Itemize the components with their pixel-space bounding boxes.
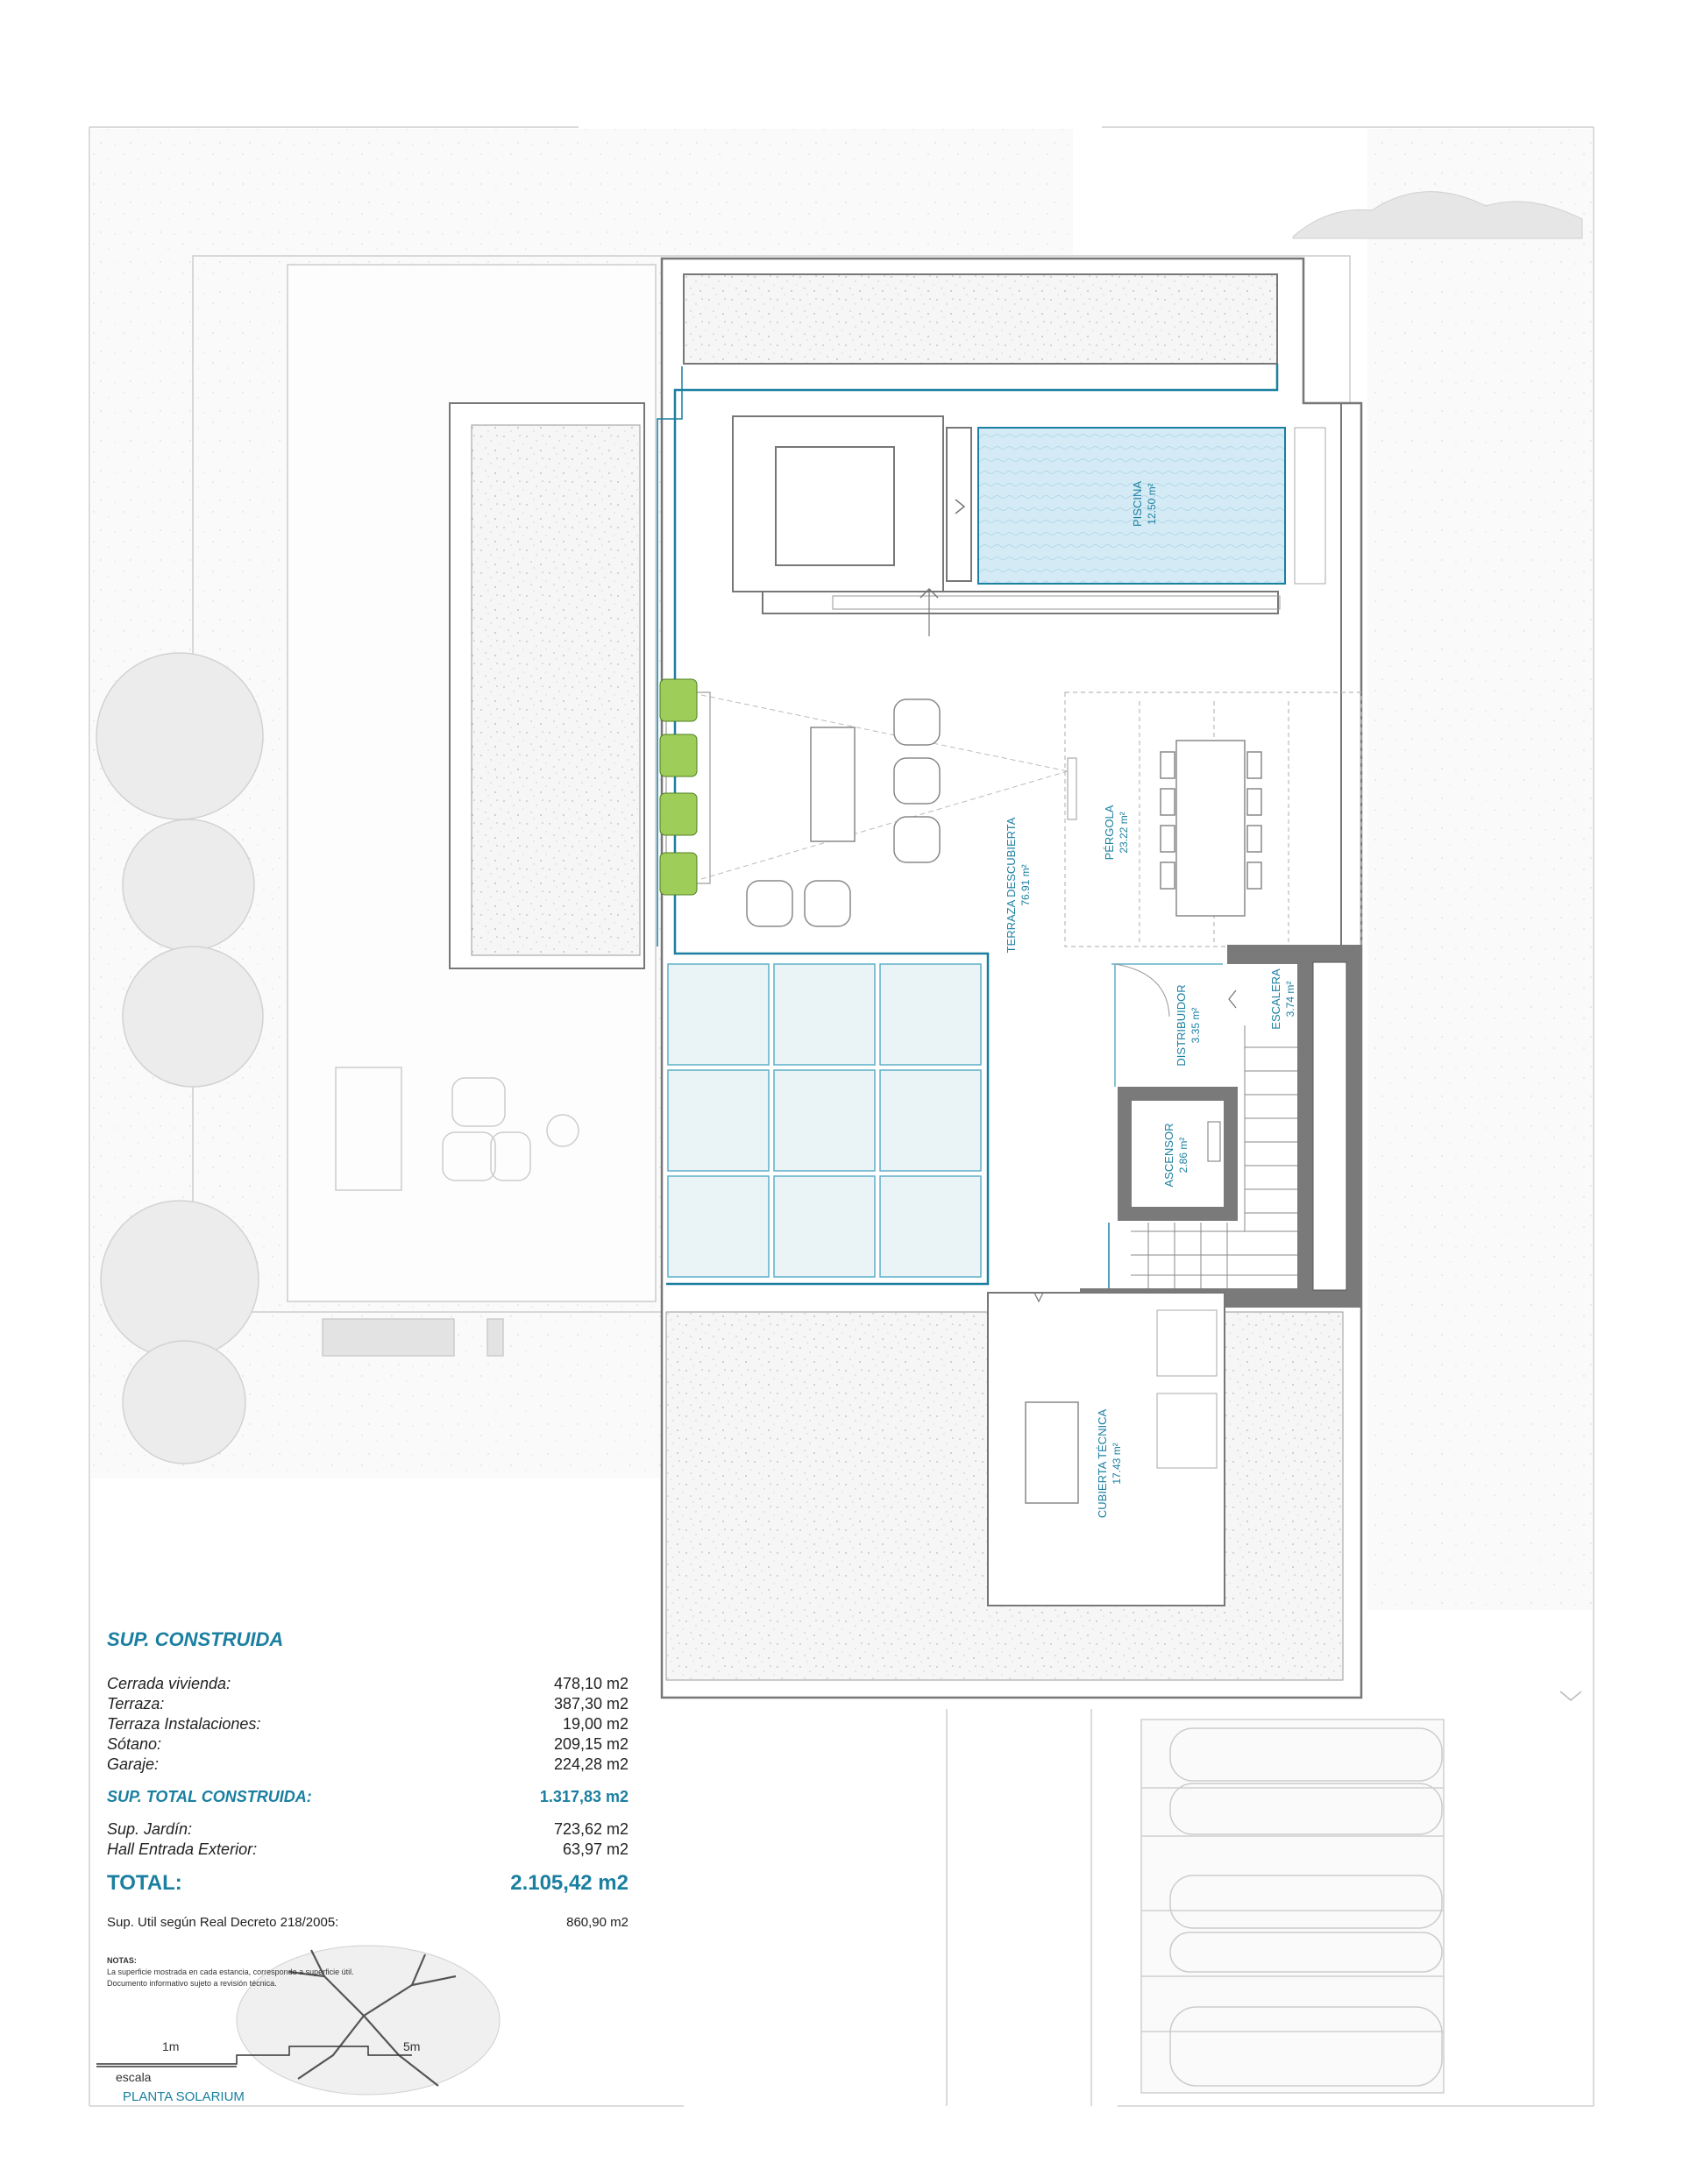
terraza-name: TERRAZA DESCUBIERTA [1005, 817, 1018, 954]
legend-value: 63,97 m2 [562, 1840, 628, 1858]
parking-area [947, 1709, 1444, 2106]
legend-row [107, 1840, 628, 1860]
legend-row [107, 1674, 628, 1694]
scale-1m: 1m [162, 2039, 180, 2053]
legend-row [107, 1755, 628, 1775]
legend-row [107, 1714, 628, 1734]
pergola-name: PÉRGOLA [1103, 805, 1116, 861]
scale-5m: 5m [403, 2039, 421, 2053]
subtotal-value: 1.317,83 m2 [539, 1788, 628, 1805]
legend-label: Hall Entrada Exterior: [107, 1840, 258, 1858]
legend-value: 19,00 m2 [562, 1715, 628, 1733]
legend-total [107, 1870, 628, 1897]
note-line: Documento informativo sujeto a revisión técnica. [107, 1979, 277, 1988]
cubierta-area: 17.43 m² [1111, 1443, 1123, 1485]
legend-label: Cerrada vivienda: [107, 1675, 231, 1692]
pergola-area: 23.22 m² [1118, 812, 1130, 854]
ascensor-area: 2.86 m² [1177, 1137, 1189, 1174]
cubierta-name: CUBIERTA TÉCNICA [1096, 1408, 1109, 1519]
distribuidor-area: 3.35 m² [1189, 1007, 1202, 1044]
road-chevron-icon [1560, 1691, 1581, 1700]
distribuidor-name: DISTRIBUIDOR [1175, 984, 1188, 1067]
total-label: TOTAL: [107, 1871, 182, 1895]
pool-name: PISCINA [1131, 480, 1144, 528]
legend-label: Terraza: [107, 1695, 165, 1712]
legend-value: 387,30 m2 [553, 1695, 628, 1712]
legend-label: Garaje: [107, 1755, 160, 1773]
legend-label: Sup. Jardín: [107, 1820, 193, 1838]
subtotal-label: SUP. TOTAL CONSTRUIDA: [107, 1788, 312, 1805]
planter-top [684, 274, 1277, 364]
scale-label: escala [116, 2070, 152, 2084]
garden-right-texture [1367, 129, 1592, 1610]
legend-value: 224,28 m2 [553, 1755, 628, 1773]
pool-area: 12.50 m² [1146, 483, 1158, 525]
escalera-area: 3.74 m² [1284, 981, 1296, 1018]
pergola-panel [1068, 758, 1076, 819]
escalera-name: ESCALERA [1269, 968, 1282, 1030]
legend-label: Sótano: [107, 1735, 162, 1753]
skylight-grid [668, 964, 981, 1277]
legend-row [107, 1694, 628, 1714]
elevator-panel [1208, 1122, 1220, 1161]
total-value: 2.105,42 m2 [510, 1871, 628, 1895]
note-line: La superficie mostrada en cada estancia, corresponde a superficie útil. [107, 1968, 354, 1976]
notes-title: NOTAS: [107, 1956, 137, 1965]
legend-row [107, 1819, 628, 1840]
area-legend [107, 1628, 628, 1989]
legend-label: Terraza Instalaciones: [107, 1715, 261, 1733]
ascensor-name: ASCENSOR [1162, 1123, 1175, 1188]
legend-value: 478,10 m2 [553, 1675, 628, 1692]
legend-row [107, 1734, 628, 1755]
util-value: 860,90 m2 [566, 1915, 628, 1930]
terraza-area: 76.91 m² [1019, 864, 1032, 906]
legend-value: 209,15 m2 [553, 1735, 628, 1753]
legend-title: SUP. CONSTRUIDA [107, 1628, 284, 1650]
plan-title: PLANTA SOLARIUM [123, 2089, 245, 2104]
util-label: Sup. Util según Real Decreto 218/2005: [107, 1915, 339, 1930]
notes [107, 1955, 628, 1989]
legend-util [107, 1912, 628, 1932]
planter-left-texture [472, 425, 640, 955]
legend-subtotal [107, 1787, 628, 1807]
legend-value: 723,62 m2 [553, 1820, 628, 1838]
